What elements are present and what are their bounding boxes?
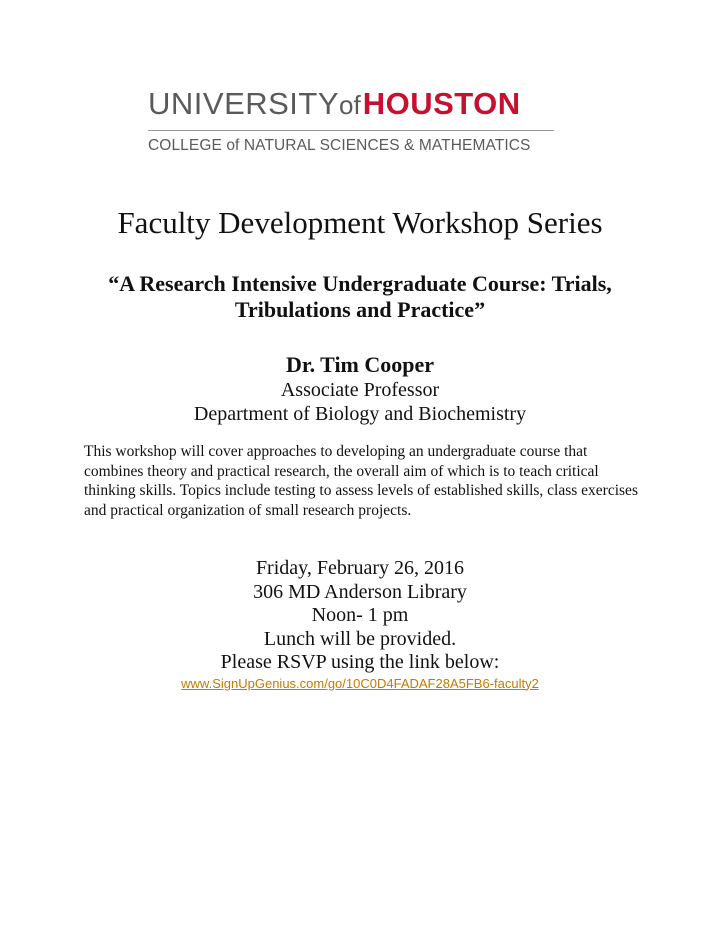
event-lunch-note: Lunch will be provided. <box>263 627 457 650</box>
rsvp-link[interactable]: www.SignUpGenius.com/go/10C0D4FADAF28A5FB6-faculty2 <box>181 675 539 691</box>
logo-university-text: UNIVERSITY <box>148 86 340 121</box>
logo-college-text: COLLEGE of NATURAL SCIENCES & MATHEMATICS <box>148 137 531 154</box>
event-location: 306 MD Anderson Library <box>253 580 467 603</box>
speaker-title: Associate Professor <box>280 379 440 401</box>
series-title: Faculty Development Workshop Series <box>117 205 603 240</box>
logo-wordmark <box>148 88 554 122</box>
event-date: Friday, February 26, 2016 <box>255 557 465 579</box>
speaker-block <box>0 352 720 426</box>
speaker-department: Department of Biology and Biochemistry <box>193 403 527 425</box>
event-rsvp-note: Please RSVP using the link below: <box>220 651 500 673</box>
talk-title: “A Research Intensive Undergraduate Course: Trials, Tribulations and Practice” <box>108 271 612 322</box>
logo-of-text: of <box>339 90 361 120</box>
logo-divider <box>148 130 554 131</box>
university-logo <box>148 88 554 155</box>
workshop-description: This workshop will cover approaches to developing an undergraduate course that combines theory and practical research, the overall aim of which is to teach critical thinking skills. Topics include testing to assess levels of established skills, class exercises and practical organization of small research projects. <box>84 443 638 519</box>
speaker-name: Dr. Tim Cooper <box>285 352 435 377</box>
logo-houston-text: HOUSTON <box>362 86 521 121</box>
event-details <box>0 557 720 693</box>
event-time: Noon- 1 pm <box>311 604 409 626</box>
